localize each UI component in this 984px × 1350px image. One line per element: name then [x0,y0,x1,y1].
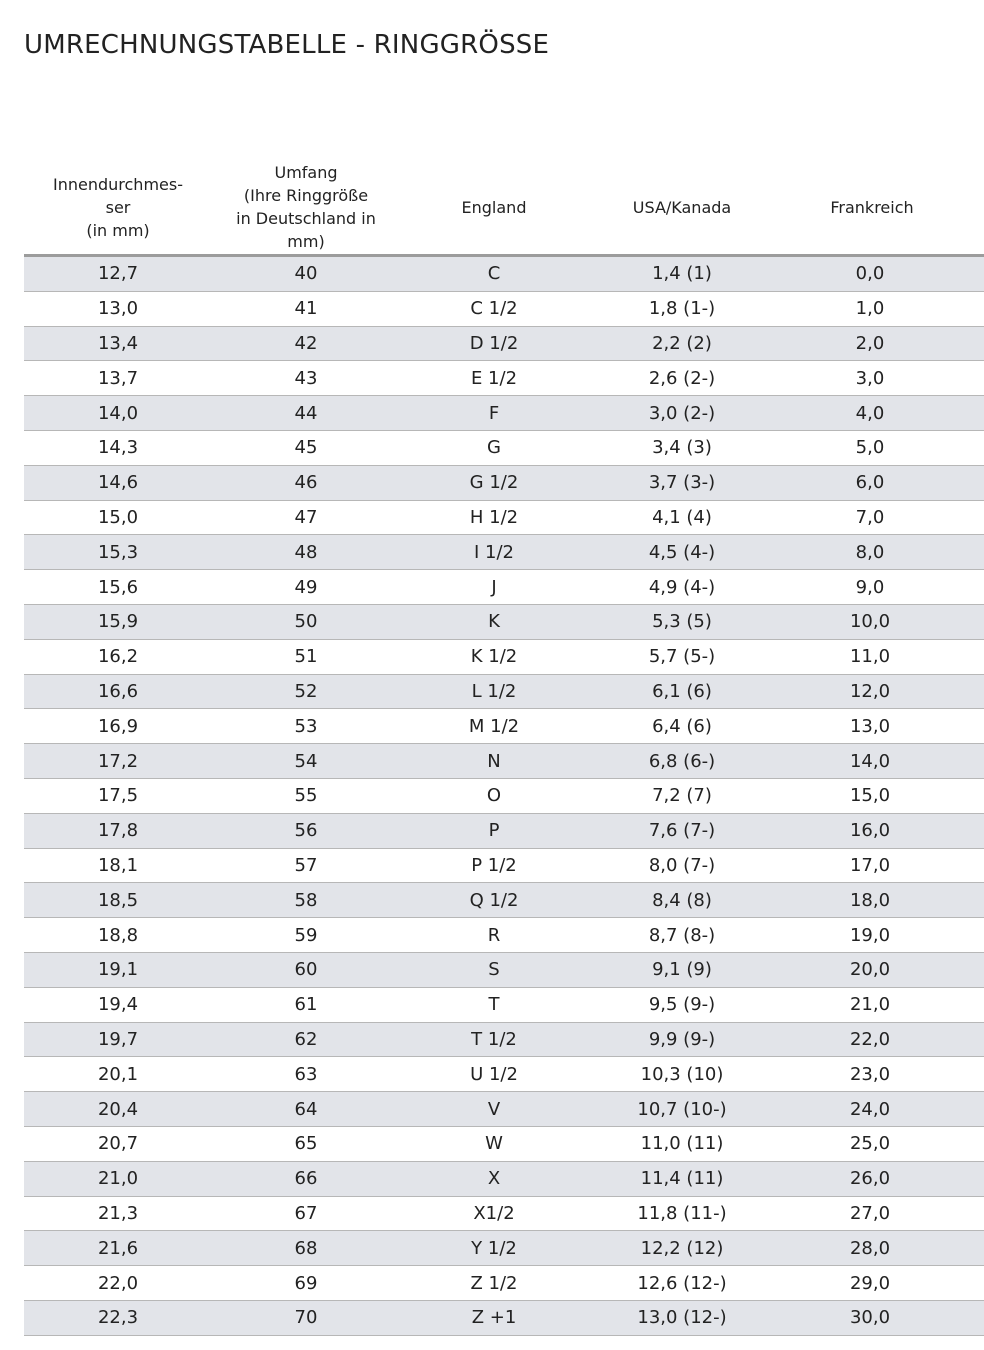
cell-inner-diameter: 13,0 [24,291,212,326]
cell-inner-diameter: 12,7 [24,256,212,292]
cell-usa-canada: 7,2 (7) [588,778,776,813]
table-row [24,396,984,431]
cell-usa-canada: 11,0 (11) [588,1126,776,1161]
header-row [24,160,984,256]
cell-usa-canada: 8,0 (7-) [588,848,776,883]
cell-inner-diameter: 14,0 [24,396,212,431]
table-row [24,987,984,1022]
cell-inner-diameter: 19,7 [24,1022,212,1057]
cell-france: 12,0 [776,674,984,709]
cell-usa-canada: 12,6 (12-) [588,1266,776,1301]
cell-england: Z +1 [400,1300,588,1335]
cell-circumference: 49 [212,570,400,605]
cell-usa-canada: 1,4 (1) [588,256,776,292]
cell-inner-diameter: 18,1 [24,848,212,883]
cell-circumference: 65 [212,1126,400,1161]
cell-usa-canada: 3,7 (3-) [588,465,776,500]
cell-england: T 1/2 [400,1022,588,1057]
cell-france: 13,0 [776,709,984,744]
cell-inner-diameter: 20,1 [24,1057,212,1092]
cell-inner-diameter: 15,3 [24,535,212,570]
table-row [24,813,984,848]
cell-france: 11,0 [776,639,984,674]
cell-circumference: 60 [212,952,400,987]
header-circumference-label: Umfang (Ihre Ringgröße in Deutschland in mm) [236,163,376,251]
cell-usa-canada: 5,3 (5) [588,604,776,639]
cell-usa-canada: 5,7 (5-) [588,639,776,674]
cell-england: V [400,1092,588,1127]
cell-inner-diameter: 21,3 [24,1196,212,1231]
cell-usa-canada: 2,6 (2-) [588,361,776,396]
cell-france: 17,0 [776,848,984,883]
table-row [24,604,984,639]
table-row [24,430,984,465]
cell-france: 27,0 [776,1196,984,1231]
cell-england: I 1/2 [400,535,588,570]
cell-france: 25,0 [776,1126,984,1161]
page-title: UMRECHNUNGSTABELLE - RINGGRÖSSE [24,30,550,60]
table-row [24,291,984,326]
cell-usa-canada: 9,9 (9-) [588,1022,776,1057]
cell-england: E 1/2 [400,361,588,396]
cell-circumference: 51 [212,639,400,674]
cell-circumference: 43 [212,361,400,396]
table-row [24,744,984,779]
cell-usa-canada: 8,7 (8-) [588,918,776,953]
cell-france: 19,0 [776,918,984,953]
cell-circumference: 45 [212,430,400,465]
cell-circumference: 46 [212,465,400,500]
table-row [24,570,984,605]
table-row [24,709,984,744]
cell-france: 3,0 [776,361,984,396]
cell-france: 28,0 [776,1231,984,1266]
cell-inner-diameter: 14,3 [24,430,212,465]
cell-inner-diameter: 16,2 [24,639,212,674]
cell-england: K 1/2 [400,639,588,674]
cell-france: 16,0 [776,813,984,848]
cell-inner-diameter: 14,6 [24,465,212,500]
header-france-label: Frankreich [830,197,914,217]
cell-usa-canada: 10,7 (10-) [588,1092,776,1127]
cell-france: 5,0 [776,430,984,465]
cell-inner-diameter: 22,0 [24,1266,212,1301]
cell-circumference: 41 [212,291,400,326]
cell-england: P [400,813,588,848]
cell-circumference: 64 [212,1092,400,1127]
cell-england: M 1/2 [400,709,588,744]
cell-usa-canada: 3,4 (3) [588,430,776,465]
table-header [24,160,984,256]
cell-england: R [400,918,588,953]
ring-size-table-container [24,160,984,1336]
cell-france: 14,0 [776,744,984,779]
cell-france: 4,0 [776,396,984,431]
cell-circumference: 59 [212,918,400,953]
cell-france: 0,0 [776,256,984,292]
cell-usa-canada: 10,3 (10) [588,1057,776,1092]
cell-circumference: 54 [212,744,400,779]
cell-england: G 1/2 [400,465,588,500]
cell-circumference: 62 [212,1022,400,1057]
cell-inner-diameter: 19,1 [24,952,212,987]
cell-usa-canada: 4,9 (4-) [588,570,776,605]
cell-usa-canada: 2,2 (2) [588,326,776,361]
cell-usa-canada: 6,1 (6) [588,674,776,709]
cell-inner-diameter: 21,6 [24,1231,212,1266]
cell-circumference: 52 [212,674,400,709]
table-row [24,639,984,674]
cell-circumference: 44 [212,396,400,431]
cell-england: F [400,396,588,431]
cell-circumference: 53 [212,709,400,744]
cell-england: S [400,952,588,987]
cell-england: Q 1/2 [400,883,588,918]
cell-circumference: 56 [212,813,400,848]
table-row [24,1022,984,1057]
cell-france: 8,0 [776,535,984,570]
cell-circumference: 68 [212,1231,400,1266]
table-row [24,326,984,361]
cell-england: X [400,1161,588,1196]
cell-france: 2,0 [776,326,984,361]
cell-inner-diameter: 16,9 [24,709,212,744]
cell-circumference: 69 [212,1266,400,1301]
cell-usa-canada: 1,8 (1-) [588,291,776,326]
cell-usa-canada: 11,8 (11-) [588,1196,776,1231]
cell-inner-diameter: 19,4 [24,987,212,1022]
cell-france: 23,0 [776,1057,984,1092]
ring-size-table [24,160,984,1336]
cell-france: 26,0 [776,1161,984,1196]
header-england-label: England [461,197,527,217]
cell-circumference: 55 [212,778,400,813]
table-row [24,1057,984,1092]
cell-england: Z 1/2 [400,1266,588,1301]
header-inner-diameter-label: Innendurchmes- ser (in mm) [53,174,183,240]
cell-england: K [400,604,588,639]
cell-england: X1/2 [400,1196,588,1231]
cell-circumference: 63 [212,1057,400,1092]
cell-france: 30,0 [776,1300,984,1335]
cell-france: 18,0 [776,883,984,918]
cell-england: C [400,256,588,292]
cell-inner-diameter: 13,7 [24,361,212,396]
cell-france: 24,0 [776,1092,984,1127]
cell-france: 1,0 [776,291,984,326]
cell-england: H 1/2 [400,500,588,535]
cell-england: C 1/2 [400,291,588,326]
table-row [24,674,984,709]
cell-england: P 1/2 [400,848,588,883]
cell-france: 9,0 [776,570,984,605]
cell-england: D 1/2 [400,326,588,361]
cell-england: Y 1/2 [400,1231,588,1266]
table-row [24,465,984,500]
table-row [24,1231,984,1266]
table-row [24,918,984,953]
cell-circumference: 47 [212,500,400,535]
cell-circumference: 50 [212,604,400,639]
table-row [24,778,984,813]
cell-france: 29,0 [776,1266,984,1301]
cell-inner-diameter: 22,3 [24,1300,212,1335]
cell-england: L 1/2 [400,674,588,709]
cell-usa-canada: 6,8 (6-) [588,744,776,779]
cell-inner-diameter: 20,4 [24,1092,212,1127]
table-row [24,883,984,918]
cell-inner-diameter: 15,0 [24,500,212,535]
header-inner-diameter [24,160,212,256]
cell-inner-diameter: 15,9 [24,604,212,639]
table-row [24,1092,984,1127]
cell-england: T [400,987,588,1022]
table-row [24,848,984,883]
header-france [776,160,984,256]
table-row [24,535,984,570]
table-body [24,256,984,1336]
cell-inner-diameter: 17,8 [24,813,212,848]
cell-england: N [400,744,588,779]
header-usa-canada-label: USA/Kanada [632,197,732,217]
cell-inner-diameter: 20,7 [24,1126,212,1161]
header-circumference [212,160,400,256]
cell-france: 6,0 [776,465,984,500]
cell-england: G [400,430,588,465]
cell-usa-canada: 9,5 (9-) [588,987,776,1022]
cell-inner-diameter: 13,4 [24,326,212,361]
cell-inner-diameter: 16,6 [24,674,212,709]
cell-france: 21,0 [776,987,984,1022]
header-england [400,160,588,256]
cell-usa-canada: 7,6 (7-) [588,813,776,848]
cell-inner-diameter: 18,8 [24,918,212,953]
cell-usa-canada: 8,4 (8) [588,883,776,918]
cell-circumference: 61 [212,987,400,1022]
cell-inner-diameter: 17,2 [24,744,212,779]
cell-england: W [400,1126,588,1161]
cell-france: 20,0 [776,952,984,987]
cell-france: 22,0 [776,1022,984,1057]
table-row [24,256,984,292]
cell-usa-canada: 9,1 (9) [588,952,776,987]
cell-inner-diameter: 18,5 [24,883,212,918]
cell-circumference: 67 [212,1196,400,1231]
table-row [24,500,984,535]
cell-usa-canada: 4,5 (4-) [588,535,776,570]
table-row [24,952,984,987]
cell-france: 10,0 [776,604,984,639]
cell-circumference: 70 [212,1300,400,1335]
table-row [24,1126,984,1161]
cell-circumference: 66 [212,1161,400,1196]
cell-usa-canada: 12,2 (12) [588,1231,776,1266]
cell-usa-canada: 13,0 (12-) [588,1300,776,1335]
cell-england: O [400,778,588,813]
cell-circumference: 42 [212,326,400,361]
cell-circumference: 57 [212,848,400,883]
cell-circumference: 58 [212,883,400,918]
cell-usa-canada: 6,4 (6) [588,709,776,744]
cell-france: 15,0 [776,778,984,813]
table-row [24,361,984,396]
cell-england: J [400,570,588,605]
cell-england: U 1/2 [400,1057,588,1092]
cell-inner-diameter: 17,5 [24,778,212,813]
table-row [24,1266,984,1301]
cell-inner-diameter: 21,0 [24,1161,212,1196]
cell-usa-canada: 3,0 (2-) [588,396,776,431]
cell-circumference: 40 [212,256,400,292]
cell-circumference: 48 [212,535,400,570]
cell-usa-canada: 4,1 (4) [588,500,776,535]
cell-usa-canada: 11,4 (11) [588,1161,776,1196]
table-row [24,1300,984,1335]
cell-inner-diameter: 15,6 [24,570,212,605]
table-row [24,1161,984,1196]
table-row [24,1196,984,1231]
header-usa-canada [588,160,776,256]
cell-france: 7,0 [776,500,984,535]
